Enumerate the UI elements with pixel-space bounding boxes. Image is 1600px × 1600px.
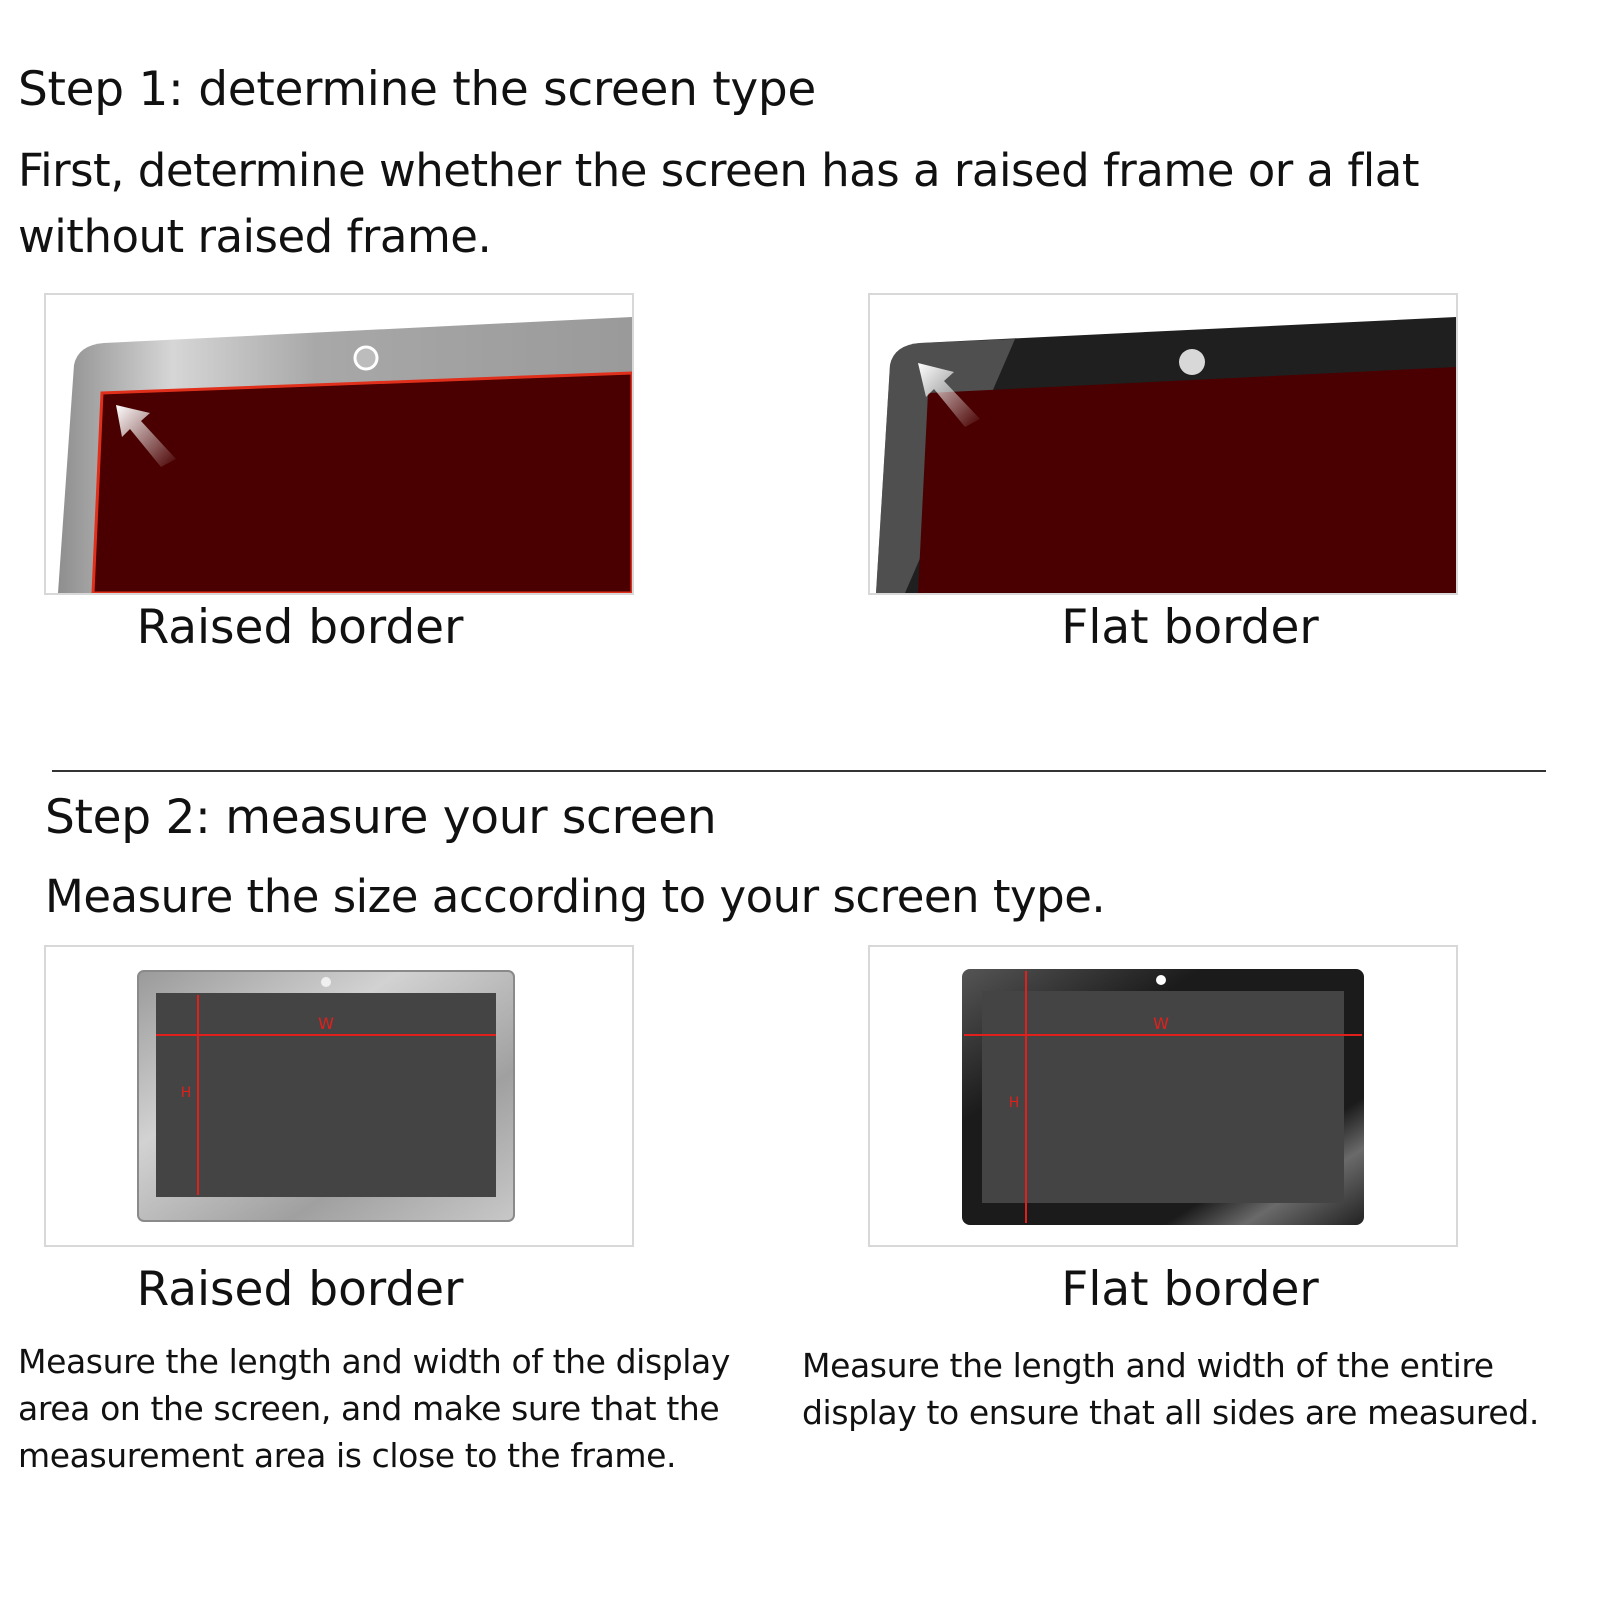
flat-border-laptop-panel bbox=[868, 293, 1458, 595]
flat-border-label-step2: Flat border bbox=[1061, 1262, 1319, 1317]
raised-border-instructions: Measure the length and width of the display area on the screen, and make sure that the measurement area is close to the frame. bbox=[18, 1342, 731, 1475]
camera-icon bbox=[321, 977, 331, 987]
camera-icon bbox=[1179, 349, 1205, 375]
height-marker: H bbox=[1008, 1095, 1020, 1111]
raised-border-tablet-illustration bbox=[46, 947, 632, 1245]
height-marker: H bbox=[180, 1085, 192, 1101]
step2-title: Step 2: measure your screen bbox=[45, 790, 717, 845]
camera-icon bbox=[1156, 975, 1166, 985]
flat-border-tablet-illustration bbox=[870, 947, 1456, 1245]
raised-border-label-step1: Raised border bbox=[136, 600, 464, 655]
laptop-screen bbox=[918, 367, 1456, 593]
section-divider bbox=[52, 770, 1546, 772]
camera-icon bbox=[355, 347, 377, 369]
flat-border-label-step1: Flat border bbox=[1061, 600, 1319, 655]
flat-border-laptop-illustration bbox=[870, 295, 1456, 593]
step1-title: Step 1: determine the screen type bbox=[18, 62, 817, 117]
width-marker: W bbox=[318, 1014, 334, 1033]
raised-border-laptop-illustration bbox=[46, 295, 632, 593]
width-marker: W bbox=[1153, 1014, 1169, 1033]
laptop-screen bbox=[93, 373, 632, 593]
flat-border-instructions: Measure the length and width of the entire display to ensure that all sides are measured. bbox=[802, 1346, 1539, 1432]
flat-border-measure-panel bbox=[868, 945, 1458, 1247]
step2-description: Measure the size according to your screen type. bbox=[45, 870, 1106, 923]
raised-border-label-step2: Raised border bbox=[136, 1262, 464, 1317]
raised-border-measure-panel bbox=[44, 945, 634, 1247]
step1-description: First, determine whether the screen has a raised frame or a flat without raised frame. bbox=[18, 144, 1419, 263]
raised-border-laptop-panel bbox=[44, 293, 634, 595]
